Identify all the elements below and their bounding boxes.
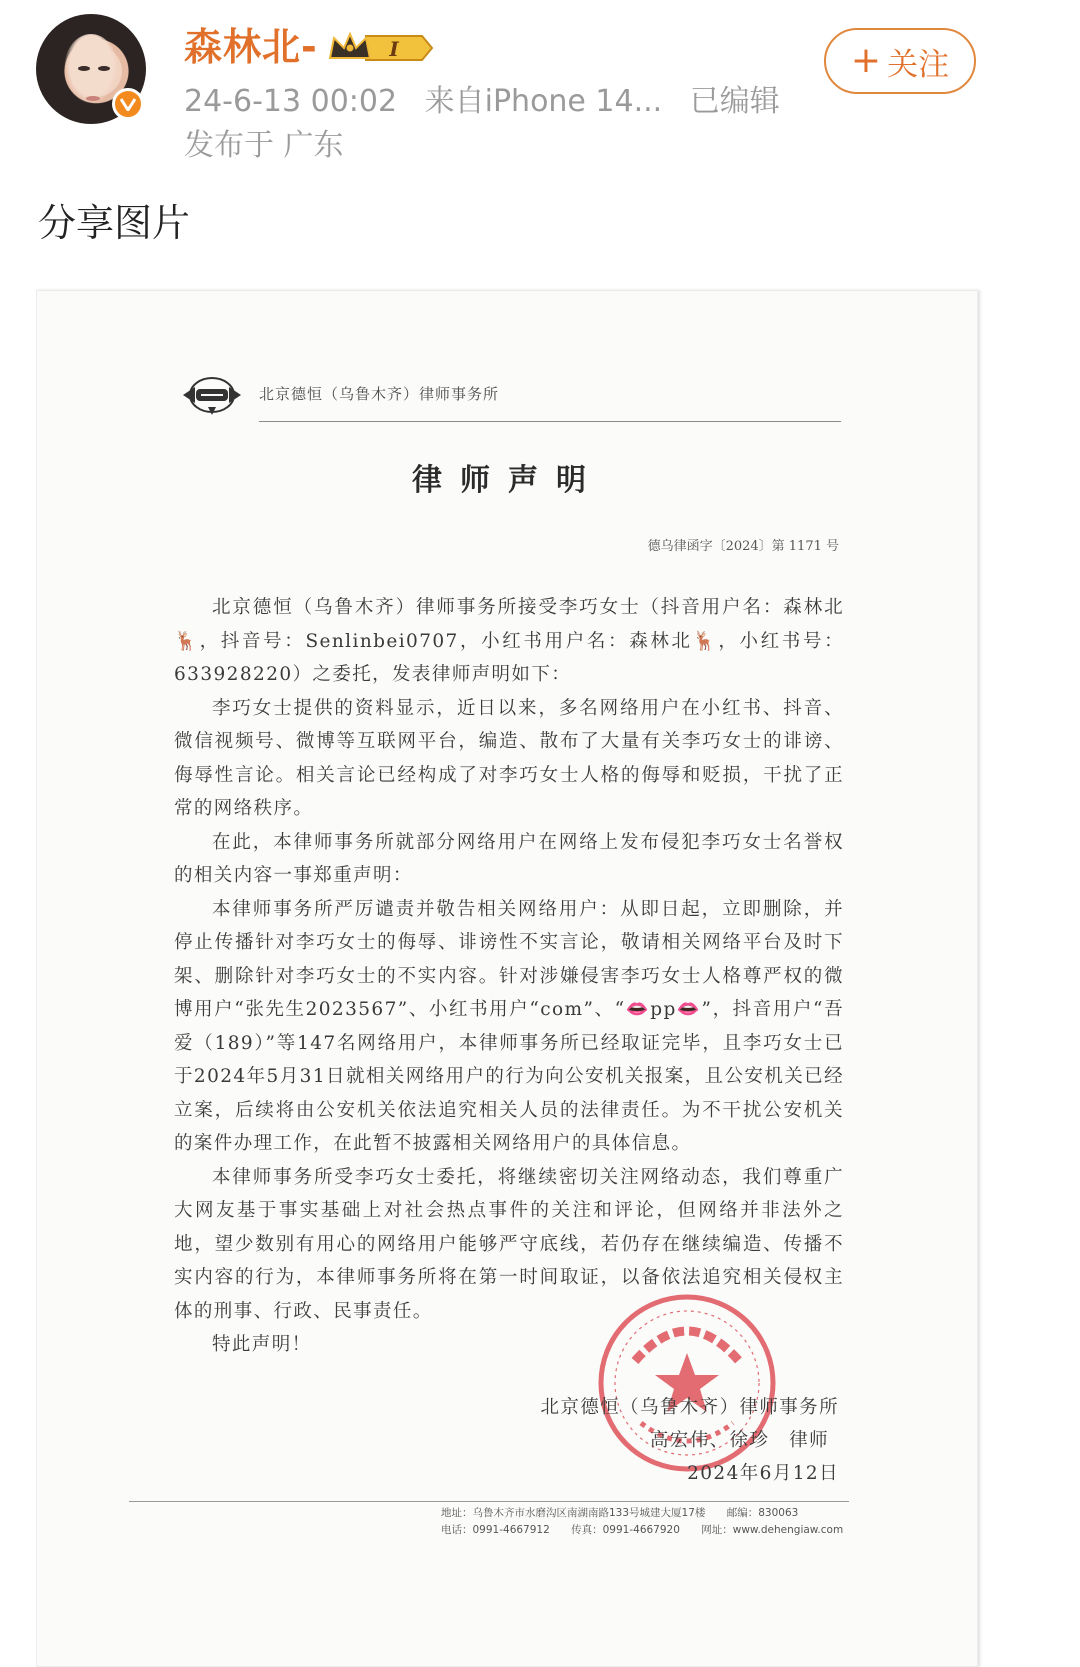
follow-button[interactable] bbox=[824, 28, 976, 94]
avatar-lips bbox=[86, 96, 100, 101]
post-location: 发布于 广东 bbox=[184, 128, 344, 163]
signature-firm: 北京德恒（乌鲁木齐）律师事务所 bbox=[540, 1397, 839, 1418]
avatar-eye-left bbox=[78, 66, 90, 71]
law-firm-logo-icon bbox=[181, 371, 243, 419]
footer-address: 地址：乌鲁木齐市水磨沟区南湖南路133号城建大厦17楼 bbox=[441, 1507, 706, 1519]
footer-phone: 电话：0991-4667912 bbox=[441, 1524, 550, 1536]
header-divider bbox=[259, 421, 841, 422]
paragraph-intro: 北京德恒（乌鲁木齐）律师事务所接受李巧女士（抖音用户名：森林北🦌，抖音号：Senlinbei0707，小红书用户名：森林北🦌，小红书号：633928220）之委托，发表律师声明如下： bbox=[174, 597, 844, 685]
document-title: 律师声明 bbox=[412, 463, 604, 498]
signature-block bbox=[540, 1391, 839, 1490]
post-text: 分享图片 bbox=[38, 201, 191, 245]
signature-lawyers: 高宏伟、徐珍 律师 bbox=[649, 1430, 829, 1451]
footer-postcode: 邮编：830063 bbox=[726, 1507, 799, 1519]
level-number: I bbox=[389, 37, 399, 61]
follow-label: 关注 bbox=[887, 46, 950, 83]
paragraph-background: 李巧女士提供的资料显示，近日以来，多名网络用户在小红书、抖音、微信视频号、微博等互联网平台，编造、散布了大量有关李巧女士的诽谤、侮辱性言论。相关言论已经构成了对李巧女士人格的侮辱和贬损，干扰了正常的网络秩序。 bbox=[174, 697, 844, 819]
signature-date: 2024年6月12日 bbox=[687, 1463, 839, 1484]
document-reference-number: 德乌律函字〔2024〕第 1171 号 bbox=[647, 539, 839, 554]
paragraph-continued-monitoring: 本律师事务所受李巧女士委托，将继续密切关注网络动态，我们尊重广大网友基于事实基础上对社会热点事件的关注和评论，但网络并非法外之地，望少数别有用心的网络用户能够严守底线，若仍存在继续编造、传播不实内容的行为，本律师事务所将在第一时间取证，以备依法追究相关侵权主体的刑事、行政、民事责任。 bbox=[174, 1166, 844, 1322]
post-meta bbox=[184, 82, 798, 122]
paragraph-statement: 在此，本律师事务所就部分网络用户在网络上发布侵犯李巧女士名誉权的相关内容一事郑重声明： bbox=[174, 831, 844, 886]
post-timestamp[interactable]: 24-6-13 00:02 bbox=[184, 84, 398, 119]
post-source: 来自iPhone 14... bbox=[424, 84, 663, 119]
avatar-face bbox=[64, 34, 118, 104]
username[interactable]: 森林北- bbox=[184, 25, 318, 69]
crown-level-badge-icon[interactable] bbox=[326, 28, 436, 68]
post-image-document[interactable] bbox=[36, 290, 978, 1667]
document-body bbox=[174, 591, 844, 1362]
post-edited[interactable]: 已编辑 bbox=[689, 84, 780, 119]
paragraph-closing: 特此声明！ bbox=[212, 1334, 312, 1355]
plus-icon: + bbox=[850, 40, 882, 81]
footer-divider bbox=[129, 1501, 849, 1502]
paragraph-demands: 本律师事务所严厉谴责并敬告相关网络用户：从即日起，立即删除，并停止传播针对李巧女士的侮辱、诽谤性不实言论，敬请相关网络平台及时下架、删除针对李巧女士的不实内容。针对涉嫌侵害李巧女士人格尊严权的微博用户“张先生2023567”、小红书用户“com”、“👄pp👄”，抖音用户“吾爱（189）”等147名网络用户，本律师事务所已经取证完毕，且李巧女士已于2024年5月31日就相关网络用户的行为向公安机关报案，且公安机关已经立案，后续将由公安机关依法追究相关人员的法律责任。为不干扰公安机关的案件办理工作，在此暂不披露相关网络用户的具体信息。 bbox=[174, 898, 844, 1154]
letterhead-footer bbox=[441, 1505, 861, 1539]
footer-website: 网址：www.dehengiaw.com bbox=[701, 1524, 844, 1536]
footer-fax: 传真：0991-4667920 bbox=[571, 1524, 680, 1536]
avatar-eye-right bbox=[98, 66, 110, 71]
verified-v-icon bbox=[112, 88, 144, 120]
firm-name: 北京德恒（乌鲁木齐）律师事务所 bbox=[259, 385, 500, 403]
